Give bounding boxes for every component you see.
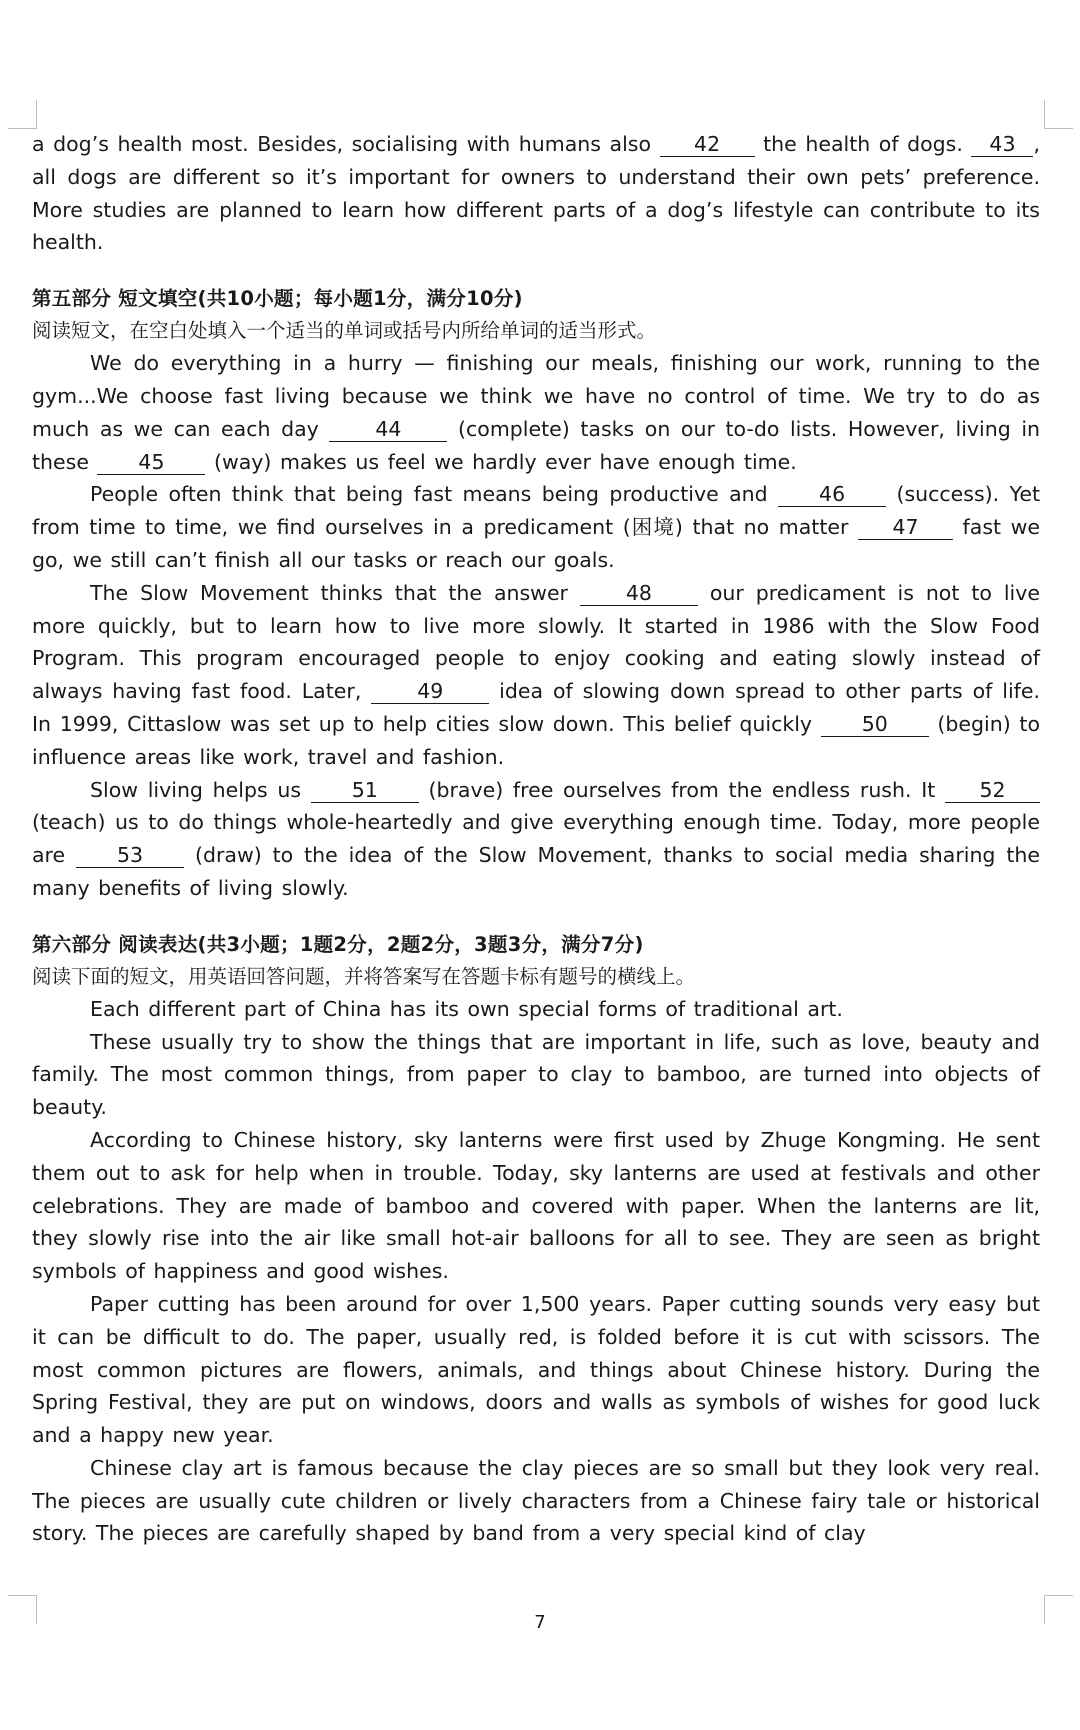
blank-45: 45: [97, 450, 205, 475]
blank-53: 53: [76, 843, 184, 868]
s5-paragraph-4: [32, 774, 1040, 905]
text-span: idea of slowing down spread to other parts of life. In 1999, Cittaslow was set up to help cities slow down. This belief quickly: [32, 679, 1040, 736]
page-content: [32, 128, 1040, 1550]
s6-paragraph-2: These usually try to show the things that are important in life, such as love, beauty and family. The most common things, from paper to clay to bamboo, are turned into objects of beauty.: [32, 1029, 1040, 1120]
s5-paragraph-2: [32, 478, 1040, 576]
s6-paragraph-1: Each different part of China has its own special forms of traditional art.: [90, 996, 843, 1021]
crop-mark-top-right: [1044, 100, 1073, 129]
s5-paragraph-1: [32, 347, 1040, 478]
section6-instruction: 阅读下面的短文，用英语回答问题，并将答案写在答题卡标有题号的横线上。: [32, 964, 696, 988]
blank-49: 49: [371, 679, 489, 704]
text-span: We do everything in a hurry — finishing our meals, finishing our work, running to the gym...We choose fast living because we think we have no control of time. We try to do as much as we can each day: [32, 351, 1040, 441]
s6-paragraph-3: According to Chinese history, sky lanterns were first used by Zhuge Kongming. He sent them out to ask for help when in trouble. Today, sky lanterns are used at festivals and other celebrations. They are made of bamboo and covered with paper. When the lanterns are lit, they slowly rise into the air like small hot-air balloons for all to see. They are seen as bright symbols of happiness and good wishes.: [32, 1127, 1040, 1284]
text-span: fast we go, we still can’t finish all our tasks or reach our goals.: [32, 515, 1040, 572]
text-span: (draw) to the idea of the Slow Movement, thanks to social media sharing the many benefits of living slowly.: [32, 843, 1040, 900]
text-span: (way) makes us feel we hardly ever have enough time.: [205, 449, 797, 474]
blank-50: 50: [821, 712, 929, 737]
text-span: our predicament is not to live more quickly, but to learn how to live more slowly. It started in 1986 with the Slow Food Program. This program encouraged people to enjoy cooking and eating slowly instead of always having fast food. Later,: [32, 580, 1040, 704]
blank-47: 47: [858, 515, 953, 540]
blank-44: 44: [329, 417, 447, 442]
text-span: (teach) us to do things whole-heartedly and give everything enough time. Today, more people are: [32, 810, 1040, 868]
text-span: (begin) to influence areas like work, travel and fashion.: [32, 711, 1040, 769]
text-span: a dog’s health most. Besides, socialising with humans also: [32, 132, 660, 156]
text-span: , all dogs are different so it’s important for owners to understand their own pets’ preference. More studies are planned to learn how different parts of a dog’s lifestyle can contribute to its health.: [32, 132, 1040, 255]
s5-paragraph-3: [32, 577, 1040, 774]
section5-title: 第五部分 短文填空(共10小题；每小题1分，满分10分): [32, 287, 523, 311]
section5-instruction: 阅读短文，在空白处填入一个适当的单词或括号内所给单词的适当形式。: [32, 319, 657, 343]
text-span: (brave) free ourselves from the endless rush. It: [418, 777, 945, 802]
text-span: The Slow Movement thinks that the answer: [90, 580, 580, 605]
blank-42: 42: [660, 132, 755, 157]
text-span: (success). Yet from time to time, we find ourselves in a predicament (困境) that no matter: [32, 482, 1041, 540]
blank-51: 51: [311, 778, 419, 803]
blank-48: 48: [580, 581, 698, 606]
s6-paragraph-5: Chinese clay art is famous because the clay pieces are so small but they look very real. The pieces are usually cute children or lively characters from a Chinese fairy tale or historical story. The pieces are carefully shaped by band from a very special kind of clay: [32, 1455, 1040, 1546]
blank-43: 43: [971, 132, 1033, 157]
blank-46: 46: [778, 482, 886, 507]
text-span: Slow living helps us: [90, 777, 311, 802]
text-span: (complete) tasks on our to-do lists. However, living in these: [32, 416, 1041, 474]
blank-52: 52: [945, 778, 1040, 803]
intro-paragraph: [32, 128, 1040, 259]
section6-title: 第六部分 阅读表达(共3小题；1题2分，2题2分，3题3分，满分7分): [32, 932, 644, 956]
text-span: People often think that being fast means being productive and: [90, 482, 779, 507]
page-number: 7: [534, 1612, 546, 1633]
crop-mark-top-left: [8, 100, 37, 129]
text-span: the health of dogs.: [754, 132, 972, 156]
s6-paragraph-4: Paper cutting has been around for over 1,500 years. Paper cutting sounds very easy but it can be difficult to do. The paper, usually red, is folded before it is cut with scissors. The most common pictures are flowers, animals, and things about Chinese history. During the Spring Festival, they are put on windows, doors and walls as symbols of wishes for good luck and a happy new year.: [32, 1291, 1040, 1448]
